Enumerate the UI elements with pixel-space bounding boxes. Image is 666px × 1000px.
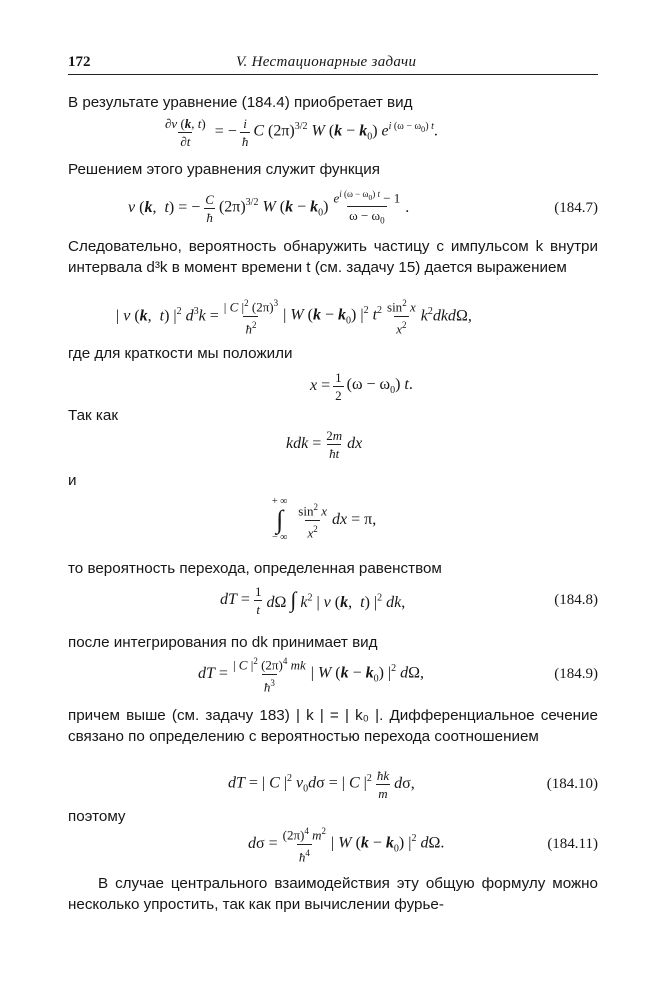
page-number: 172 — [68, 54, 91, 70]
equation-number: (184.11) — [547, 835, 598, 852]
equation-number: (184.9) — [554, 665, 598, 682]
paragraph-8: после интегрирования по dk принимает вид — [68, 634, 378, 651]
equation-3: | v (k, t) $|^2$ $d^3k$ = $\frac{| C |^2 (2\pi)^3}{ħ^2}$ | W $(k - k_0)$ $|^2$ $t^2$ $\frac{\sin^2 x}{x^2}$ $k^2dkd\Omega$, — [116, 298, 472, 336]
equation-10: dσ = $\frac{(2\pi)^4 m^2}{ħ^4}$ | W $(k - k_0)$ $|^2$ dΩ. (184.11) — [68, 822, 598, 866]
equation-5: kdk = $\frac{2m}{ħt}$ dx — [286, 427, 363, 461]
equation-number: (184.8) — [554, 591, 598, 608]
paragraph-4: где для краткости мы положили — [68, 345, 293, 362]
equation-4: x = $\frac{1}{2}$ $(\omega - \omega_0)$ t. — [310, 369, 413, 403]
paragraph-3: Следовательно, вероятность обнаружить частицу с импульсом k внутри интервала d³k в момент времени t (см. задачу 15) дается выражением — [68, 238, 598, 276]
equation-1: $\frac{\partial v (k, t)}{\partial t}$ = − $\frac{i}{ħ}$ C $(2\pi)^{3/2}$ W $(k - k_0)$ $e^{i (\omega - \omega_0) t}$. — [165, 115, 438, 149]
paragraph-2: Решением этого уравнения служит функция — [68, 161, 380, 178]
equation-number: (184.10) — [546, 775, 598, 792]
page-header — [68, 54, 598, 75]
equation-number: (184.7) — [554, 199, 598, 216]
equation-7: dT = $\frac{1}{t}$ dΩ ∫ $k^2$ | v (k, t) $|^2$ dk, (184.8) — [68, 578, 598, 622]
paragraph-5: Так как — [68, 407, 118, 424]
paragraph-10: поэтому — [68, 808, 126, 825]
paragraph-1: В результате уравнение (184.4) приобретает вид — [68, 94, 413, 111]
equation-6: + ∞ ∫ − ∞ $\frac{\sin^2 x}{x^2}$ dx = π, — [272, 496, 377, 543]
equation-9: dT = | C $|^2$ $v_0d\sigma$ = | C $|^2$ $\frac{ħk}{m}$ dσ, (184.10) — [68, 762, 598, 806]
running-title: V. Нестационарные задачи — [236, 54, 417, 70]
paragraph-7: то вероятность перехода, определенная равенством — [68, 560, 442, 577]
paragraph-9: причем выше (см. задачу 183) | k | = | k₀ |. Дифференциальное сечение связано по определению с вероятностью перехода соотношением — [68, 707, 598, 745]
paragraph-6: и — [68, 472, 77, 489]
equation-8: dT = $\frac{| C |^2 (2\pi)^4 mk}{ħ^3}$ | W $(k - k_0)$ $|^2$ dΩ, (184.9) — [68, 652, 598, 696]
equation-2: v (k, t) = − $\frac{C}{ħ}$ $(2\pi)^{3/2}$ W $(k - k_0)$ $\frac{e^{i (\omega - \omega_0) t} - 1}{\omega - \omega_0}$ . (184.7) — [68, 186, 598, 230]
paragraph-11: В случае центрального взаимодействия эту общую формулу можно несколько упростить, так как при вычислении фурье- — [68, 875, 598, 913]
